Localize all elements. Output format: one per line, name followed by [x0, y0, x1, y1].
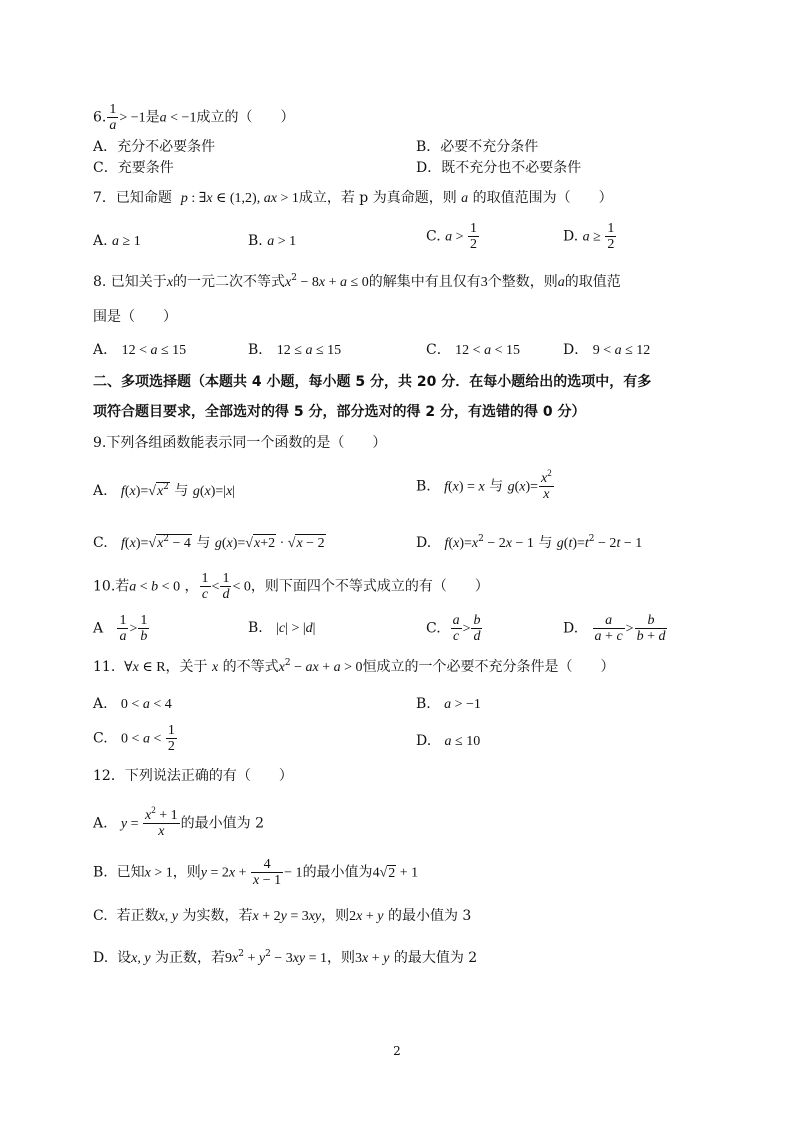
q7-stem: 7．已知命题 p : ∃x ∈ (1,2), ax > 1成立，若 p 为真命题，则 a 的取值范围为（ ） — [93, 190, 613, 206]
q9-option-b: B. f(x) = x 与 g(x)= $\frac{x^2}{x}$ — [416, 468, 552, 502]
fraction: $\frac{1}{2}$ — [607, 221, 615, 252]
q11-option-c: C. 0 < a < $\frac{1}{2}$ — [93, 723, 175, 754]
q7-option-c: C. a > $\frac{1}{2}$ — [426, 221, 478, 252]
q7-option-b: B. a > 1 — [248, 233, 297, 249]
fraction: $\frac{1}{2}$ — [470, 221, 478, 252]
fraction: $\frac{1}{2}$ — [167, 723, 175, 754]
q12-option-a: A. y = $\frac{x^2 + 1}{x}$ 的最小值为 2 — [93, 805, 265, 839]
q10-option-b: B. |c| > |d| — [248, 620, 316, 636]
q8-stem-line2: 围是（ ） — [93, 309, 177, 325]
q8-option-c: C． 12 < a < 15 — [426, 342, 520, 358]
fraction: $\frac{a}{a + c}$ — [594, 613, 623, 644]
q11-option-d: D. a ≤ 10 — [416, 733, 481, 749]
q9-option-d: D. $f(x)=x^2 - 2x - 1$ 与 $g(t)=t^2 - 2t - 1$ — [416, 534, 643, 551]
q12-option-b: B. 已知x > 1，则y = 2x + $\frac{4}{x - 1}$ − 1的最小值为4√2 + 1 — [93, 857, 419, 888]
fraction: $\frac{a}{c}$ — [452, 613, 460, 644]
section2-heading-line2: 项符合题目要求，全部选对的得 5 分，部分选对的得 2 分，有选错的得 0 分） — [93, 404, 586, 420]
q9-option-c: C. $f(x)=√x^2 - 4$ 与 g(x)=√x+2 · √x − 2 — [93, 534, 325, 551]
q6-option-c: C．充要条件 — [93, 160, 174, 176]
q12-option-d: D. 设x, y 为正数，若$9x^2 + y^2 - 3xy = 1$，则3x + y 的最大值为 2 — [93, 949, 478, 966]
q12-stem: 12．下列说法正确的有（ ） — [93, 768, 293, 784]
q7-option-a: A. a ≥ 1 — [93, 233, 141, 249]
q6-option-a: A．充分不必要条件 — [93, 139, 216, 155]
q11-stem: 11. ∀x ∈ R，关于 x 的不等式$x^2$ − ax + a > 0恒成立的一个必要不充分条件是（ ） — [93, 658, 615, 675]
q10-option-a: A $\frac{1}{a}$ > $\frac{1}{b}$ — [93, 613, 148, 644]
q11-option-b: B. a > −1 — [416, 696, 481, 712]
q8-option-b: B． 12 ≤ a ≤ 15 — [248, 342, 342, 358]
fraction: $\frac{1}{a}$ — [109, 102, 117, 133]
fraction: $\frac{b}{d}$ — [473, 613, 481, 644]
q10-stem: 10.若a < b < 0 ， $\frac{1}{c}$ < $\frac{1}{d}$ < 0，则下面四个不等式成立的有（ ） — [93, 571, 489, 602]
fraction: $\frac{4}{x - 1}$ — [253, 857, 282, 888]
fraction: $\frac{1}{a}$ — [119, 613, 127, 644]
q7-option-d: D. a ≥ $\frac{1}{2}$ — [563, 221, 615, 252]
fraction: $\frac{b}{b + d}$ — [636, 613, 666, 644]
q9-option-a: A. $f(x)=√x^2$ 与 g(x)=|x| — [93, 482, 236, 499]
q11-option-a: A. 0 < a < 4 — [93, 696, 172, 712]
q12-option-c: C. 若正数x, y 为实数，若x + 2y = 3xy，则2x + y 的最小值为 3 — [93, 908, 472, 924]
q6-stem: 6. $\frac{1}{a}$ > −1是a < −1成立的（ ） — [93, 102, 295, 133]
fraction: $\frac{1}{c}$ — [201, 571, 209, 602]
q8-option-a: A． 12 < a ≤ 15 — [93, 342, 187, 358]
fraction: $\frac{x^2}{x}$ — [541, 468, 552, 502]
fraction: $\frac{x^2 + 1}{x}$ — [145, 805, 178, 839]
q6-option-d: D．既不充分也不必要条件 — [416, 160, 582, 176]
page-number: 2 — [393, 1044, 401, 1058]
q9-stem: 9.下列各组函数能表示同一个函数的是（ ） — [93, 435, 387, 451]
fraction: $\frac{1}{b}$ — [140, 613, 148, 644]
fraction: $\frac{1}{d}$ — [222, 571, 230, 602]
q10-option-d: D. $\frac{a}{a + c}$ > $\frac{b}{b + d}$ — [563, 613, 666, 644]
q8-option-d: D． 9 < a ≤ 12 — [563, 342, 651, 358]
q6-option-b: B．必要不充分条件 — [416, 139, 539, 155]
section2-heading-line1: 二、多项选择题（本题共 4 小题，每小题 5 分，共 20 分．在每小题给出的选项中，有多 — [93, 374, 652, 390]
q8-stem-line1: 8. 已知关于x的一元二次不等式$x^2 - 8x + a \le 0$的解集中有且仅有3个整数，则a的取值范 — [93, 273, 621, 290]
q10-option-c: C. $\frac{a}{c}$ > $\frac{b}{d}$ — [426, 613, 481, 644]
